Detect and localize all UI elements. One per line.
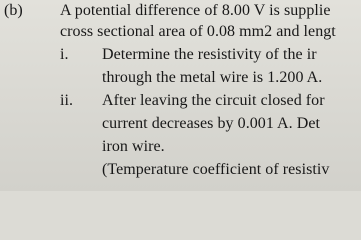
intro-line-2: cross sectional area of 0.08 mm2 and lengt (60, 23, 336, 40)
item-ii-line-2: current decreases by 0.001 A. Det (102, 115, 321, 132)
item-i-line-1: Determine the resistivity of the ir (102, 46, 317, 63)
intro-line-1: A potential difference of 8.00 V is supplie (60, 2, 331, 19)
item-number-i: i. (60, 46, 69, 63)
item-number-ii: ii. (60, 92, 74, 109)
part-label: (b) (4, 2, 23, 19)
item-ii-line-4: (Temperature coefficient of resistiv (102, 161, 330, 178)
item-i-line-2: through the metal wire is 1.200 A. (102, 69, 323, 86)
item-ii-line-3: iron wire. (102, 138, 165, 155)
item-ii-line-1: After leaving the circuit closed for (102, 92, 325, 109)
